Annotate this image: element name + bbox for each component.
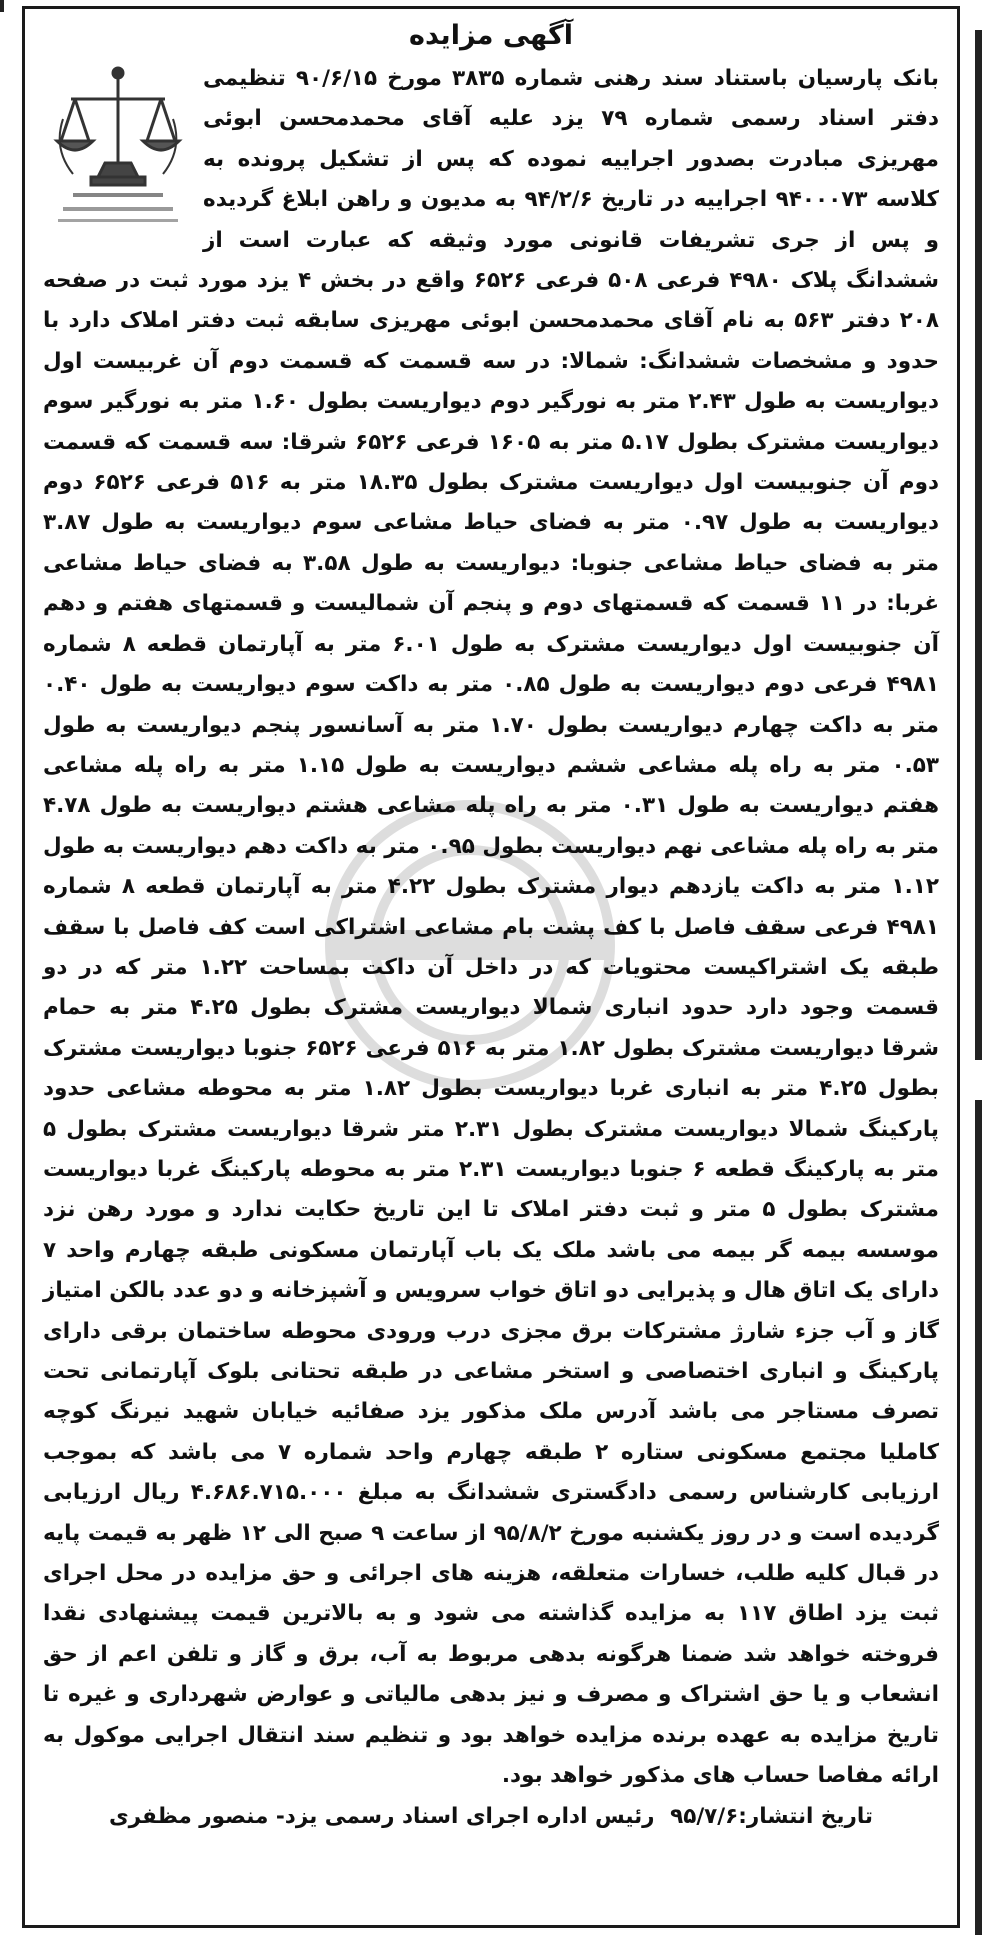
signatory: رئیس اداره اجرای اسناد رسمی یزد- منصور مظفری [108,1804,655,1830]
scales-of-justice-emblem-icon [43,59,193,234]
publish-date: تاریخ انتشار:۹۵/۷/۶ [670,1804,874,1830]
edge-border-right-bottom [975,1100,982,1935]
edge-border-right-top [975,30,982,1060]
notice-footer [43,1798,939,1836]
notice-body: بانک پارسیان باستناد سند رهنی شماره ۳۸۳۵ مورخ ۹۰/۶/۱۵ تنظیمی دفتر اسناد رسمی شماره ۷۹ یزد علیه آقای محمدمحسن ابوئی مهریزی مبادرت بصدور اجراییه نموده که پس از تشکیل پرونده به کلاسه ۹۴۰۰۰۷۳ اجراییه در تاریخ ۹۴/۲/۶ به مدیون و راهن ابلاغ گردیده و پس از جری تشریفات قانونی مورد وثیقه که عبارت است از ششدانگ پلاک ۴۹۸۰ فرعی ۵۰۸ فرعی ۶۵۲۶ واقع در بخش ۴ یزد مورد ثبت در صفحه ۲۰۸ دفتر ۵۶۳ به نام آقای محمدمحسن ابوئی مهریزی سابقه ثبت دفتر املاک دارد با حدود و مشخصات ششدانگ: شمالا: در سه قسمت که قسمت دوم آن غربیست اول دیواریست به طول ۲.۴۳ متر به نورگیر دوم دیواریست بطول ۱.۶۰ متر به نورگیر سوم دیواریست مشترک بطول ۵.۱۷ متر به ۱۶۰۵ فرعی ۶۵۲۶ شرقا: سه قسمت که قسمت دوم آن جنوبیست اول دیواریست مشترک بطول ۱۸.۳۵ متر به ۵۱۶ فرعی ۶۵۲۶ دوم دیواریست به طول ۰.۹۷ متر به فضای حیاط مشاعی سوم دیواریست به طول ۳.۸۷ متر به فضای حیاط مشاعی جنوبا: دیواریست به طول ۳.۵۸ به فضای حیاط مشاعی غربا: در ۱۱ قسمت که قسمتهای دوم و پنجم آن شمالیست و قسمتهای هفتم و دهم آن جنوبیست اول دیواریست مشترک به طول ۶.۰۱ متر به آپارتمان قطعه ۸ شماره ۴۹۸۱ فرعی دوم دیواریست به طول ۰.۸۵ متر به داکت سوم دیواریست به طول ۰.۴۰ متر به داکت چهارم دیواریست بطول ۱.۷۰ متر به آسانسور پنجم دیواریست به طول ۰.۵۳ متر به راه پله مشاعی ششم دیواریست به طول ۱.۱۵ متر به راه پله مشاعی هفتم دیواریست به طول ۰.۳۱ متر به راه پله مشاعی هشتم دیواریست به طول ۴.۷۸ متر به راه پله مشاعی نهم دیواریست بطول ۰.۹۵ متر به داکت دهم دیواریست به طول ۱.۱۲ متر به داکت یازدهم دیوار مشترک بطول ۴.۲۲ متر به آپارتمان قطعه ۸ شماره ۴۹۸۱ فرعی سقف فاصل با کف پشت بام مشاعی اشتراکی است کف فاصل با سقف طبقه یک اشتراکیست محتویات که در داخل آن داکت بمساحت ۱.۲۲ متر که در دو قسمت وجود دارد حدود انباری شمالا دیواریست مشترک بطول ۴.۲۵ متر به حمام شرقا دیواریست مشترک بطول ۱.۸۲ متر به ۵۱۶ فرعی ۶۵۲۶ جنوبا دیواریست مشترک بطول ۴.۲۵ متر به انباری غربا دیواریست بطول ۱.۸۲ متر به محوطه مشاعی حدود پارکینگ شمالا دیواریست مشترک بطول ۲.۳۱ متر شرقا دیواریست مشترک بطول ۵ متر به پارکینگ قطعه ۶ جنوبا دیواریست ۲.۳۱ متر به محوطه پارکینگ غربا دیواریست مشترک بطول ۵ متر و ثبت دفتر املاک تا این تاریخ حکایت ندارد و مورد رهن نزد موسسه بیمه گر بیمه می باشد ملک یک باب آپارتمان مسکونی طبقه چهارم واحد ۷ دارای یک اتاق هال و پذیرایی دو اتاق خواب سرویس و آشپزخانه و دو عدد بالکن امتیاز گاز و آب جزء شارژ مشترکات برق مجزی درب ورودی محوطه ساختمان برقی دارای پارکینگ و انباری اختصاصی و استخر مشاعی در طبقه تحتانی بلوک آپارتمانی تحت تصرف مستاجر می باشد آدرس ملک مذکور یزد صفائیه خیابان شهید نیرنگ کوچه کاملیا مجتمع مسکونی ستاره ۲ طبقه چهارم واحد شماره ۷ می باشد که بموجب ارزیابی کارشناس رسمی دادگستری ششدانگ به مبلغ ۴.۶۸۶.۷۱۵.۰۰۰ ریال ارزیابی گردیده است و در روز یکشنبه مورخ ۹۵/۸/۲ از ساعت ۹ صبح الی ۱۲ ظهر به قیمت پایه در قبال کلیه طلب، خسارات متعلقه، هزینه های اجرائی و حق مزایده در محل اجرای ثبت یزد اطاق ۱۱۷ به مزایده گذاشته می شود و به بالاترین قیمت پیشنهادی نقدا فروخته خواهد شد ضمنا هرگونه بدهی مربوط به آب، برق و گاز و تلفن اعم از حق انشعاب و یا حق اشتراک و مصرف و نیز بدهی مالیاتی و عوارض شهرداری و غیره تا تاریخ مزایده به عهده برنده مزایده خواهد بود و تنظیم سند انتقال اجرایی موکول به ارائه مفاصا حساب های مذکور خواهد بود. [43,66,940,1789]
notice-title: آگهی مزایده [409,20,573,51]
auction-notice [22,6,960,1928]
edge-border-left [0,0,4,12]
